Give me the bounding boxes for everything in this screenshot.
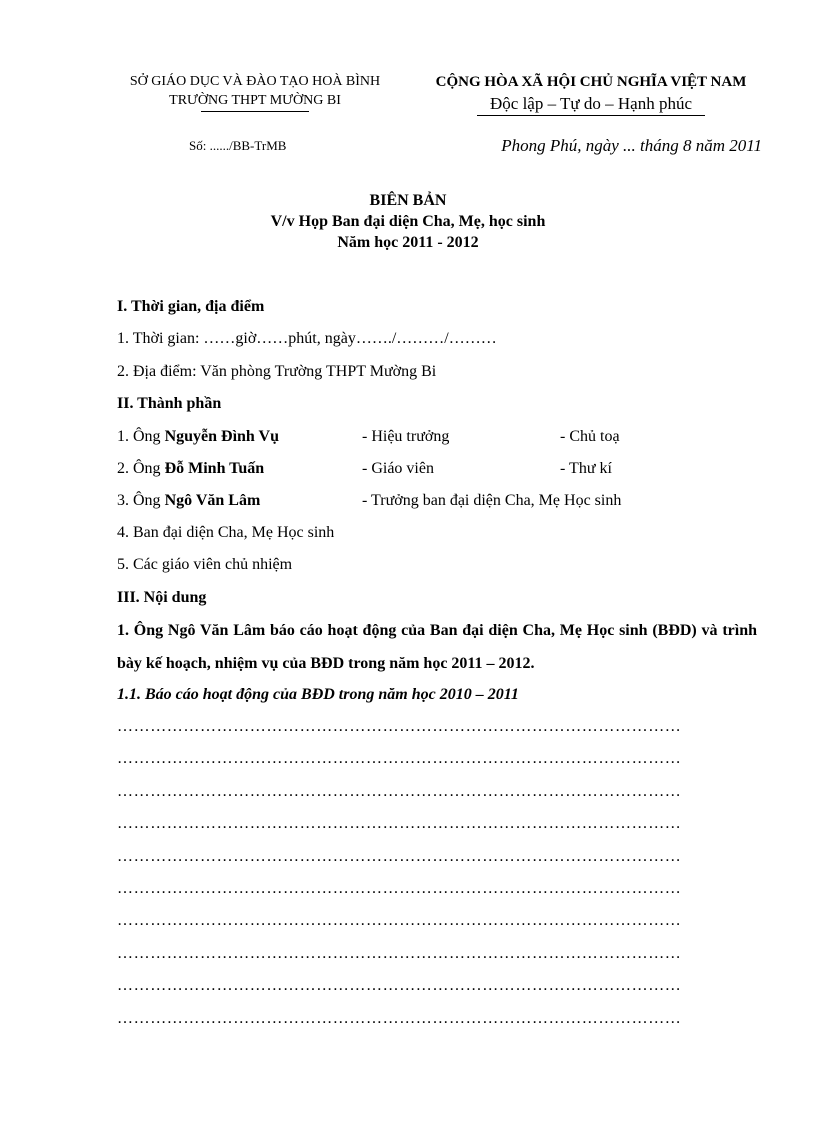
blank-line: ………………………………………………………………………………………… [117, 880, 682, 897]
title-subject: V/v Họp Ban đại diện Cha, Mẹ, học sinh [270, 213, 546, 230]
title-main: BIÊN BẢN [369, 192, 447, 209]
document-title [0, 190, 816, 253]
blank-line: ………………………………………………………………………………………… [117, 945, 682, 962]
department-name: SỞ GIÁO DỤC VÀ ĐÀO TẠO HOÀ BÌNH [129, 74, 381, 89]
content-subheading: 1.1. Báo cáo hoạt động của BĐD trong năm học 2010 – 2011 [117, 686, 519, 703]
member-position: - Giáo viên [362, 460, 434, 477]
blank-line: ………………………………………………………………………………………… [117, 815, 682, 832]
member-row [117, 428, 279, 446]
meeting-time: 1. Thời gian: ……giờ……phút, ngày……./………/……… [117, 330, 497, 347]
section-2-heading: II. Thành phần [117, 395, 222, 412]
member-name: Ngô Văn Lâm [164, 492, 261, 509]
blank-line: ………………………………………………………………………………………… [117, 783, 682, 800]
member-position: - Hiệu trưởng [362, 428, 450, 445]
participant-parents: 4. Ban đại diện Cha, Mẹ Học sinh [117, 524, 335, 541]
member-name: Nguyễn Đình Vụ [164, 428, 279, 445]
school-name-underline [201, 111, 309, 112]
member-prefix: 3. Ông [117, 492, 165, 509]
member-row [117, 460, 264, 478]
member-name: Đỗ Minh Tuấn [164, 460, 265, 477]
title-year: Năm học 2011 - 2012 [337, 234, 479, 251]
country-name: CỘNG HÒA XÃ HỘI CHỦ NGHĨA VIỆT NAM [435, 74, 747, 90]
issuing-agency [100, 72, 410, 112]
member-position: - Trưởng ban đại diện Cha, Mẹ Học sinh [362, 492, 622, 509]
content-paragraph: 1. Ông Ngô Văn Lâm báo cáo hoạt động của Ban đại diện Cha, Mẹ Học sinh (BĐD) và trình bày kế hoạch, nhiệm vụ của BĐD trong năm học 2011 – 2012. [117, 622, 757, 672]
blank-line: ………………………………………………………………………………………… [117, 750, 682, 767]
national-motto [415, 72, 767, 116]
motto-underline [477, 115, 705, 116]
school-name: TRƯỜNG THPT MƯỜNG BI [169, 93, 341, 108]
member-row [117, 492, 260, 510]
member-prefix: 1. Ông [117, 428, 165, 445]
document-number: Số: ....../BB-TrMB [189, 138, 287, 153]
meeting-place: 2. Địa điểm: Văn phòng Trường THPT Mường Bi [117, 363, 437, 380]
member-prefix: 2. Ông [117, 460, 165, 477]
member-role: - Chủ toạ [560, 428, 620, 445]
blank-line: ………………………………………………………………………………………… [117, 1010, 682, 1027]
blank-line: ………………………………………………………………………………………… [117, 718, 682, 735]
participant-teachers: 5. Các giáo viên chủ nhiệm [117, 556, 293, 573]
blank-line: ………………………………………………………………………………………… [117, 977, 682, 994]
blank-line: ………………………………………………………………………………………… [117, 848, 682, 865]
section-1-heading: I. Thời gian, địa điểm [117, 298, 265, 315]
member-role: - Thư kí [560, 460, 612, 477]
motto: Độc lập – Tự do – Hạnh phúc [490, 94, 692, 113]
blank-line: ………………………………………………………………………………………… [117, 912, 682, 929]
section-3-heading: III. Nội dung [117, 589, 207, 606]
document-date: Phong Phú, ngày ... tháng 8 năm 2011 [501, 136, 762, 155]
